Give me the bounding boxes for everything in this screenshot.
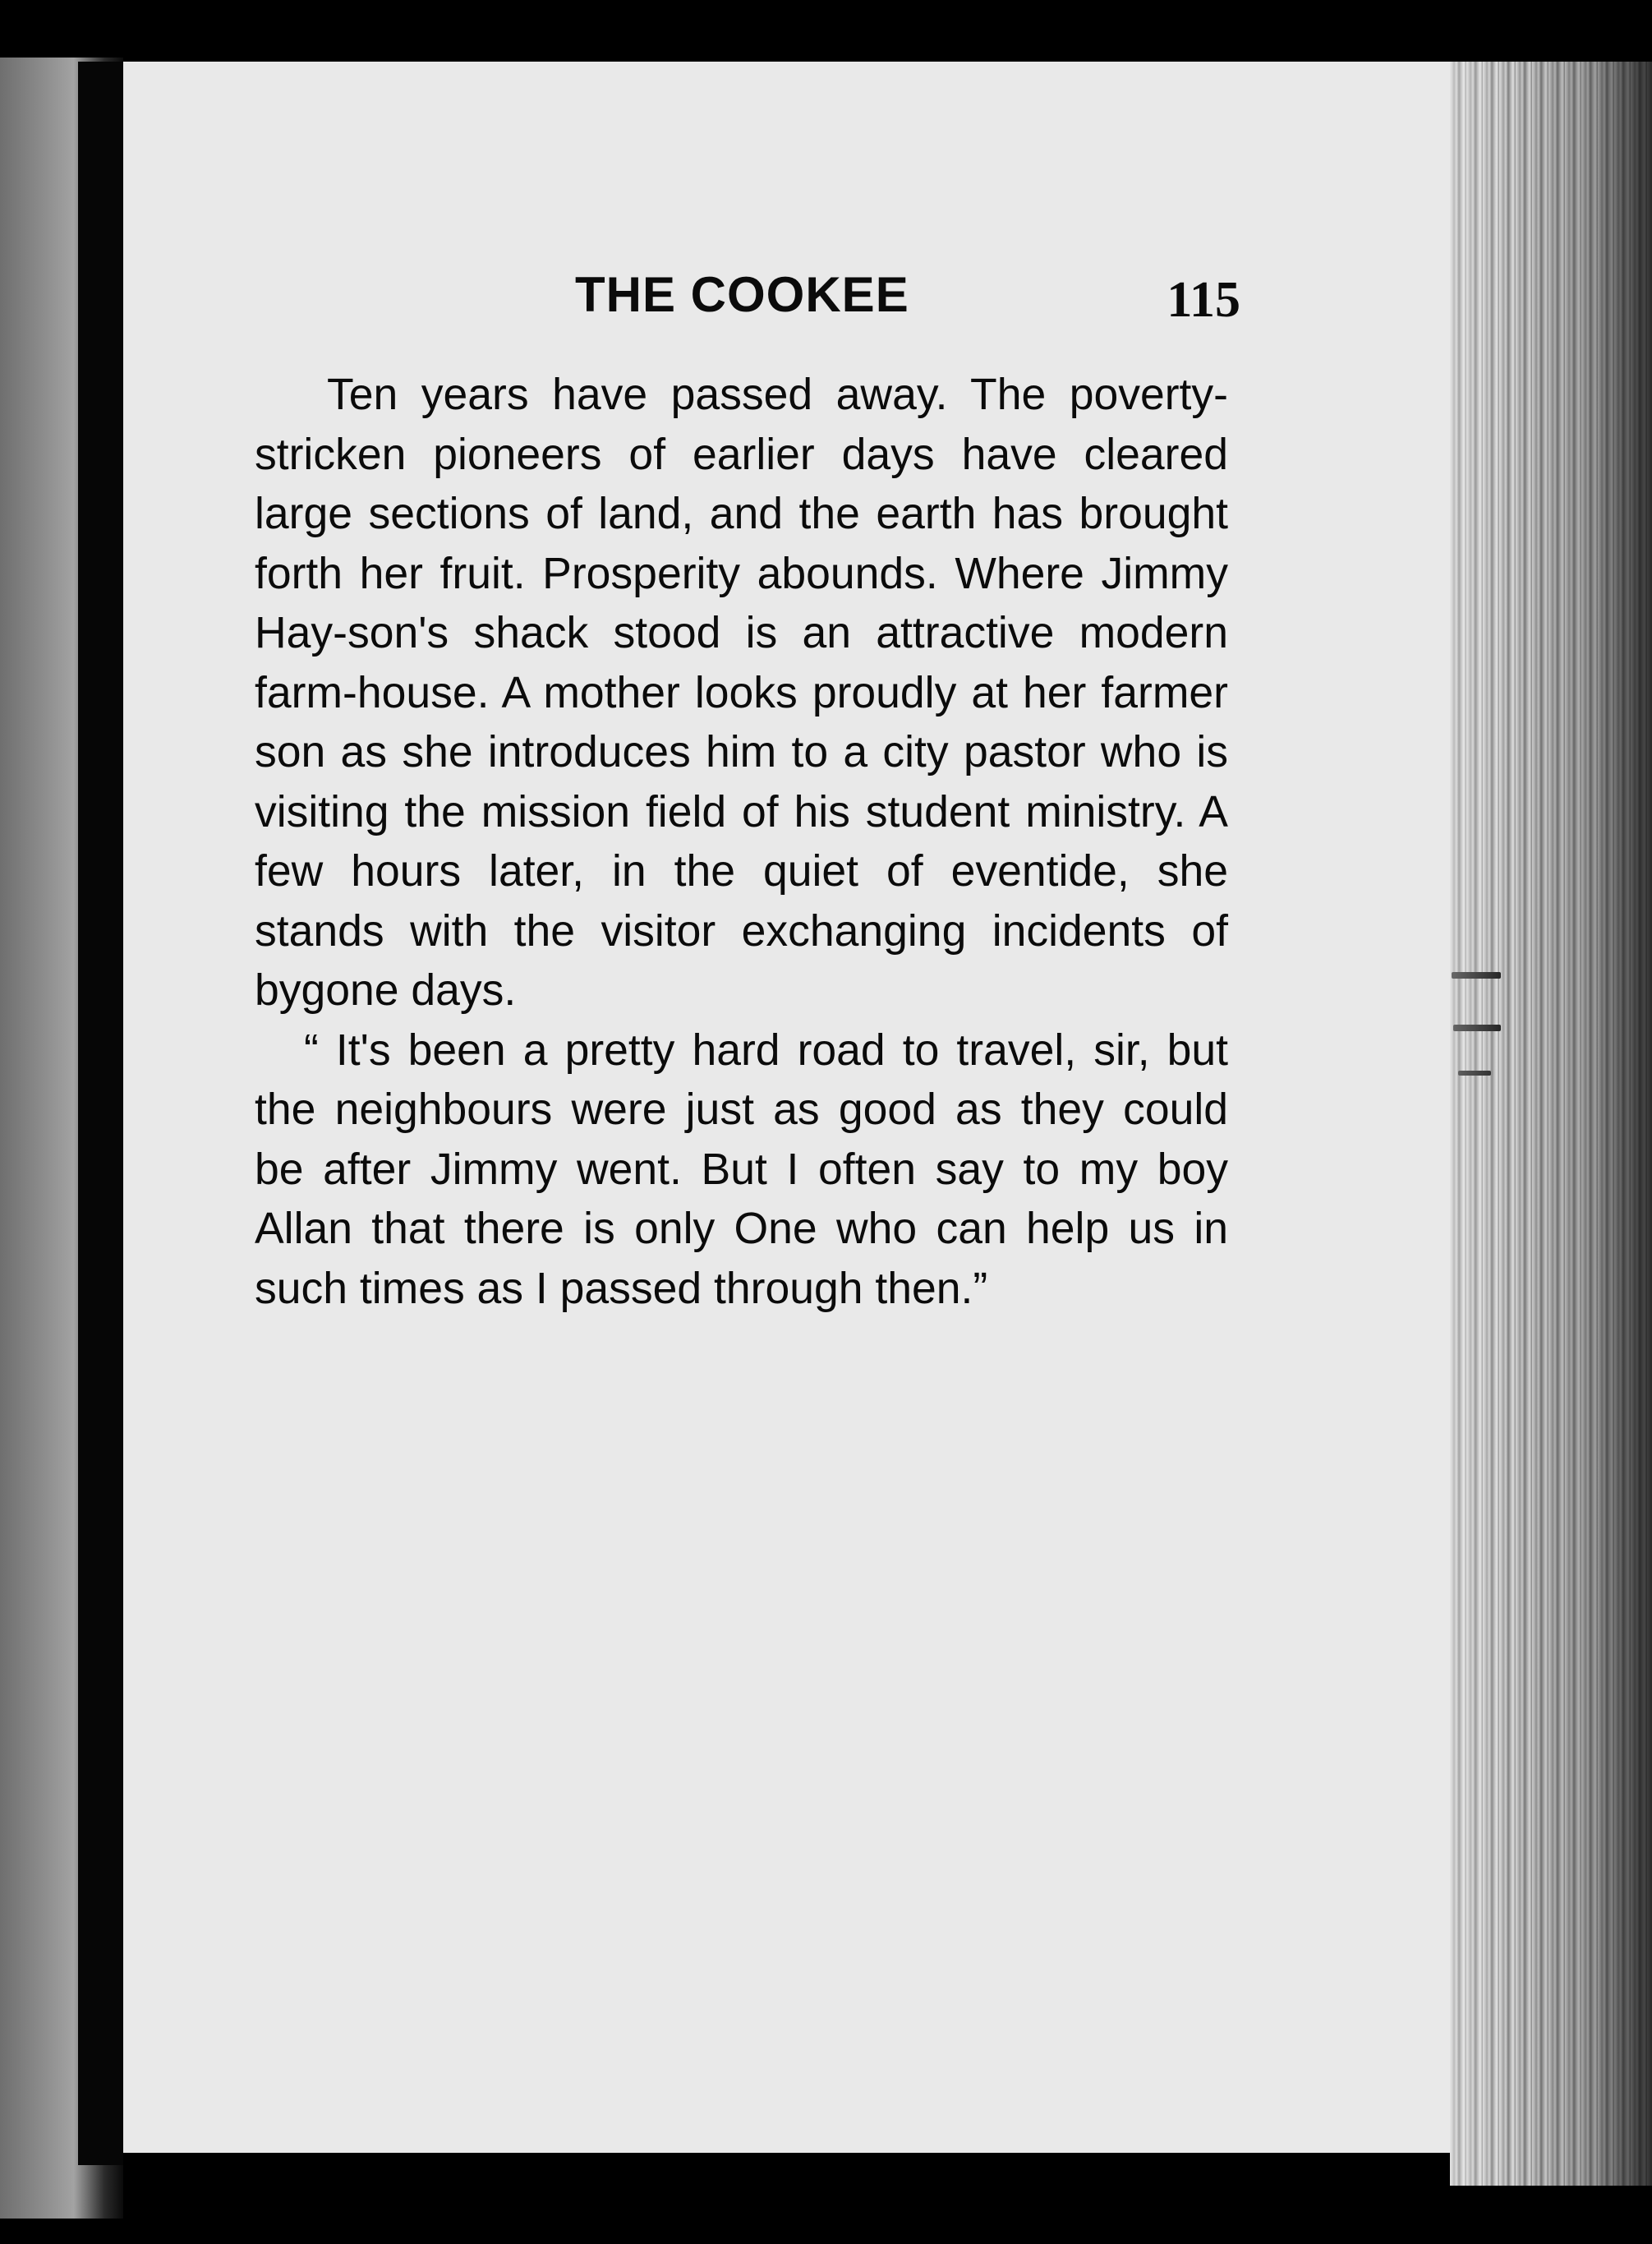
body-text xyxy=(255,366,1228,1319)
edge-print-mark xyxy=(1458,1071,1491,1076)
paragraph: “ It's been a pretty hard road to travel, sir, but the neighbours were just as good as they could be after Jimmy went. But I often say to my boy Allan that there is only One who can help us in such times as I passed through then.” xyxy=(255,1025,1228,1313)
paragraph: Ten years have passed away. The poverty-stricken pioneers of earlier days have cleared large sections of land, and the earth has brought forth her fruit. Prosperity abounds. Where Jimmy Hay-son's shack stood is an attractive modern farm-house. A mother looks proudly at her farmer son as she introduces him to a city pastor who is visiting the mission field of his student ministry. A few hours later, in the quiet of eventide, she stands with the visitor exchanging incidents of bygone days. xyxy=(255,371,1228,1015)
page-edges xyxy=(1450,62,1652,2186)
running-title: THE COOKEE xyxy=(575,267,909,322)
edge-print-mark xyxy=(1453,1025,1501,1031)
edge-print-mark xyxy=(1452,972,1501,979)
page-header xyxy=(123,263,1240,329)
page-number: 115 xyxy=(1167,272,1240,328)
book-gutter xyxy=(78,62,123,2165)
